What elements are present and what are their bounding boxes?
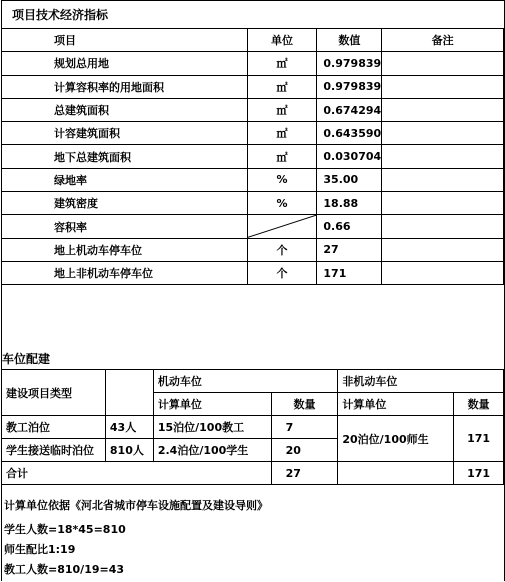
- item-cell: 总建筑面积: [2, 98, 248, 121]
- note-ratio: 师生配比1:19: [4, 543, 76, 556]
- header-motor-count: 数量: [271, 393, 338, 416]
- unit-cell: ㎡: [247, 98, 317, 121]
- header-motor-unit: 计算单位: [153, 393, 271, 416]
- remark-cell: [382, 122, 504, 145]
- item-cell: 计容建筑面积: [2, 122, 248, 145]
- unit-cell: %: [247, 168, 317, 191]
- value-cell: 0.674294: [317, 98, 382, 121]
- header-nonmotor-count: 数量: [454, 393, 504, 416]
- motor-unit-cell: 2.4泊位/100学生: [153, 439, 271, 462]
- motor-count-cell: 20: [271, 439, 338, 462]
- unit-cell: %: [247, 192, 317, 215]
- table-row: [2, 122, 504, 145]
- value-cell: 0.979839: [317, 52, 382, 75]
- header-type: 建设项目类型: [2, 370, 106, 416]
- item-cell: 绿地率: [2, 168, 248, 191]
- total-row: [2, 462, 504, 485]
- value-cell: 0.030704: [317, 145, 382, 168]
- unit-cell: ㎡: [247, 145, 317, 168]
- remark-cell: [382, 98, 504, 121]
- table-row: [2, 168, 504, 191]
- value-cell: 35.00: [317, 168, 382, 191]
- indicator-header-row: [2, 29, 504, 52]
- motor-count-cell: 7: [271, 416, 338, 439]
- people-cell: 43人: [105, 416, 153, 439]
- parking-header-row-1: [2, 370, 504, 393]
- unit-cell: ㎡: [247, 52, 317, 75]
- total-motor-cell: 27: [271, 462, 338, 485]
- diagonal-line: [248, 215, 317, 237]
- value-cell: 0.979839: [317, 75, 382, 98]
- indicator-title: 项目技术经济指标: [12, 8, 109, 22]
- header-motor: 机动车位: [153, 370, 338, 393]
- header-value: 数值: [317, 29, 382, 52]
- indicator-table: [1, 28, 504, 285]
- item-cell: 地上非机动车停车位: [2, 261, 248, 284]
- header-nonmotor-unit: 计算单位: [338, 393, 454, 416]
- item-cell: 地上机动车停车位: [2, 238, 248, 261]
- item-cell: 规划总用地: [2, 52, 248, 75]
- remark-cell: [382, 168, 504, 191]
- header-empty: [105, 370, 153, 416]
- value-cell: 0.66: [317, 215, 382, 238]
- total-empty: [338, 462, 454, 485]
- remark-cell: [382, 215, 504, 238]
- nonmotor-count-cell: 171: [454, 416, 504, 462]
- table-row: [2, 75, 504, 98]
- table-row: [2, 238, 504, 261]
- type-cell: 学生接送临时泊位: [2, 439, 106, 462]
- item-cell: 建筑密度: [2, 192, 248, 215]
- type-cell: 教工泊位: [2, 416, 106, 439]
- remark-cell: [382, 52, 504, 75]
- table-row: [2, 192, 504, 215]
- unit-cell: ㎡: [247, 75, 317, 98]
- table-row: [2, 215, 504, 238]
- remark-cell: [382, 238, 504, 261]
- table-row: [2, 145, 504, 168]
- note-basis: 计算单位依据《河北省城市停车设施配置及建设导则》: [4, 499, 268, 512]
- note-staff: 教工人数=810/19=43: [4, 563, 125, 576]
- header-nonmotor: 非机动车位: [338, 370, 504, 393]
- table-row: [2, 98, 504, 121]
- unit-cell: 个: [247, 238, 317, 261]
- people-cell: 810人: [105, 439, 153, 462]
- nonmotor-unit-cell: 20泊位/100师生: [338, 416, 454, 462]
- value-cell: 171: [317, 261, 382, 284]
- value-cell: 18.88: [317, 192, 382, 215]
- parking-table: [1, 369, 504, 485]
- total-nonmotor-cell: 171: [454, 462, 504, 485]
- total-label: 合计: [2, 462, 272, 485]
- table-row: [2, 261, 504, 284]
- motor-unit-cell: 15泊位/100教工: [153, 416, 271, 439]
- header-item: 项目: [2, 29, 248, 52]
- note-students: 学生人数=18*45=810: [4, 523, 126, 536]
- item-cell: 容积率: [2, 215, 248, 238]
- unit-cell: ㎡: [247, 122, 317, 145]
- parking-section-title: 车位配建: [2, 352, 51, 366]
- remark-cell: [382, 192, 504, 215]
- remark-cell: [382, 261, 504, 284]
- value-cell: 0.643590: [317, 122, 382, 145]
- remark-cell: [382, 145, 504, 168]
- remark-cell: [382, 75, 504, 98]
- item-cell: 计算容积率的用地面积: [2, 75, 248, 98]
- header-remark: 备注: [382, 29, 504, 52]
- unit-cell-diagonal: [247, 215, 317, 238]
- item-cell: 地下总建筑面积: [2, 145, 248, 168]
- table-row: [2, 416, 504, 439]
- table-row: [2, 52, 504, 75]
- header-unit: 单位: [247, 29, 317, 52]
- value-cell: 27: [317, 238, 382, 261]
- unit-cell: 个: [247, 261, 317, 284]
